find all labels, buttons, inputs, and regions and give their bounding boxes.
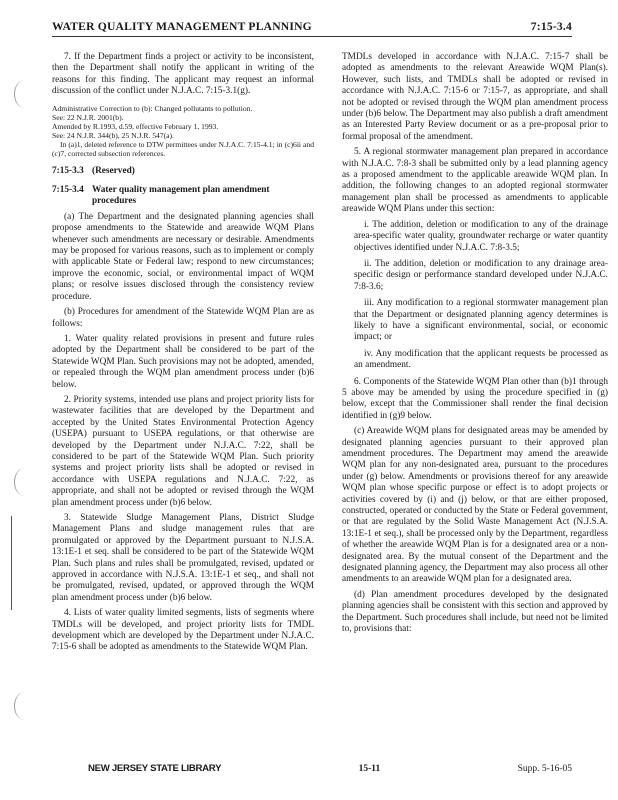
history-line: Amended by R.1993, d.59, effective February 1, 1993. [52,121,219,131]
paragraph: 2. Priority systems, intended use plans and project priority lists for wastewater facilities that are developed by the Department and accepted by the United States Environmental Protection Agency (USEPA) pursuant to USEPA regulations, or that otherwise are developed by the Department under N.J.A.C. 7:22, shall be considered to be part of the Statewide WQM Plan. Such priority systems and project priority lists shall be adopted or revised in accordance with USEPA regulations and N.J.A.C. 7:22, as appropriate, and shall not be adopted or revised through the WQM plan amendment process under (b)6 below. [52,394,314,508]
revision-bar [11,516,12,610]
paragraph: 7. If the Department finds a project or activity to be inconsistent, then the Department shall notify the applicant in writing of the reasons for this finding. The applicant may request an informal discussion of the conflict under N.J.A.C. 7:15-3.1(g). [52,52,314,97]
paragraph: (c) Areawide WQM plans for designated areas may be amended by designated planning agencies pursuant to their approved plan amendment procedures. The Department may amend the areawide WQM plan for any non-designated area, pursuant to the procedures under (g) below. Amendments or provisions thereof for any areawide WQM plan whose specific purpose or effect is to adopt projects or activities covered by (i) and (j) below, or that are either proposed, constructed, operated or conducted by the State or Federal government, or that are regulated by the Solid Waste Management Act (N.J.S.A. 13:1E-1 et seq.), shall be processed only by the Department, regardless of whether the areawide WQM Plan is for a designated area or a non-designated area. By the mutual consent of the Department and the designated planning agency, the Department may also process all other amendments to an areawide WQM plan for a designated area. [342,426,608,585]
subparagraph: iv. Any modification that the applicant requests be processed as an amendment. [354,348,608,371]
section-title: Water quality management plan amendment procedures [92,185,270,207]
history-line: Administrative Correction to (b): Changed pollutants to pollution. [52,103,253,113]
section-heading [52,166,314,177]
library-stamp: NEW JERSEY STATE LIBRARY [88,763,222,774]
supplement-date: Supp. 5-16-05 [517,764,572,774]
subparagraph: ii. The addition, deletion or modification to any drainage area-specific design or performance standard developed under N.J.A.C. 7:8-3.6; [354,258,608,292]
paragraph: (d) Plan amendment procedures developed by the designated planning agencies shall be consistent with this section and approved by the Department. Such procedures shall include, but need not be limited to, provisions that: [342,589,608,635]
paragraph: (a) The Department and the designated planning agencies shall propose amendments to the Statewide and areawide WQM Plans whenever such amendments are necessary or desirable. Amendments may be proposed for various reasons, such as to implement or comply with applicable State or Federal law; respond to new circumstances; improve the economic, social, or environmental impact of WQM plans; or resolve issues disclosed through the consistency review procedure. [52,211,314,302]
history-line: See: 24 N.J.R. 344(b), 25 N.J.R. 547(a). [52,130,174,140]
section-number: 7:15-3.3 [52,165,84,176]
paragraph: 4. Lists of water quality limited segments, lists of segments where TMDLs will be developed, and project priority lists for TMDL development which are developed by the Department under N.J.A.C. 7:15-6 shall be adopted as amendments to the Statewide WQM Plan. [52,608,314,653]
section-title: (Reserved) [92,165,135,176]
running-header [52,20,572,37]
paragraph: 5. A regional stormwater management plan prepared in accordance with N.J.A.C. 7:8-3 shall be submitted only by a lead planning agency as a proposed amendment to the applicable areawide WQM plan. In addition, the following changes to an adopted regional stormwater management plan shall be processed as amendments to applicable areawide WQM Plans under this section: [342,147,608,215]
paragraph: TMDLs developed in accordance with N.J.A.C. 7:15-7 shall be adopted as amendments to the relevant Areawide WQM Plan(s). However, such lists, and TMDLs shall be adopted or revised in accordance with N.J.A.C. 7:15-6 or 7:15-7, as appropriate, and shall not be adopted or revised through the WQM plan amendment process under (b)6 below. The Department may also publish a draft amendment as an Interested Party Review document or as a pre-proposal prior to formal proposal of the amendment. [342,52,608,142]
paragraph: 3. Statewide Sludge Management Plans, District Sludge Management Plans and sludge management rules that are promulgated or approved by the Department pursuant to N.J.S.A. 13:1E-1 et seq. shall be considered to be part of the Statewide WQM Plan. Such plans and rules shall be promulgated, revised, updated or approved in accordance with N.J.S.A. 13:1E-1 et seq., and shall not be promulgated, revised, updated, or approved through the WQM plan amendment process under (b)6 below. [52,513,314,603]
history-note [52,104,314,158]
punch-hole [14,468,35,496]
section-number: 7:15-3.4 [52,185,84,196]
history-line: In (a)1, deleted reference to DTW permittees under N.J.A.C. 7:15-4.1; in (c)6ii and (c)7, corrected subsection references. [52,139,314,158]
section-heading [52,185,314,208]
right-column [342,52,608,640]
punch-hole [14,80,35,108]
paragraph: 1. Water quality related provisions in present and future rules adopted by the Department shall be considered to be part of the Statewide WQM Plan. Such provisions may not be adopted, amended, or repealed through the WQM plan amendment process under (b)6 below. [52,333,314,390]
header-title: WATER QUALITY MANAGEMENT PLANNING [52,20,312,33]
page-number: 15-11 [358,764,381,774]
paragraph: 6. Components of the Statewide WQM Plan other than (b)1 through 5 above may be amended by using the procedure specified in (g) below, except that the Commissioner shall render the final decision identified in (g)9 below. [342,376,608,421]
left-column [52,52,314,658]
punch-hole [14,692,35,720]
subparagraph: iii. Any modification to a regional stormwater management plan that the Department or designated planning agency determines is likely to have a significant environmental, social, or economic impact; or [354,298,608,343]
header-section: 7:15-3.4 [530,20,572,33]
subparagraph: i. The addition, deletion or modification to any of the drainage area-specific water quality, groundwater recharge or water quantity objectives identified under N.J.A.C. 7:8-3.5; [354,219,608,253]
paragraph: (b) Procedures for amendment of the Statewide WQM Plan are as follows: [52,307,314,329]
page-footer [88,763,572,774]
history-line: See: 22 N.J.R. 2001(b). [52,112,124,122]
